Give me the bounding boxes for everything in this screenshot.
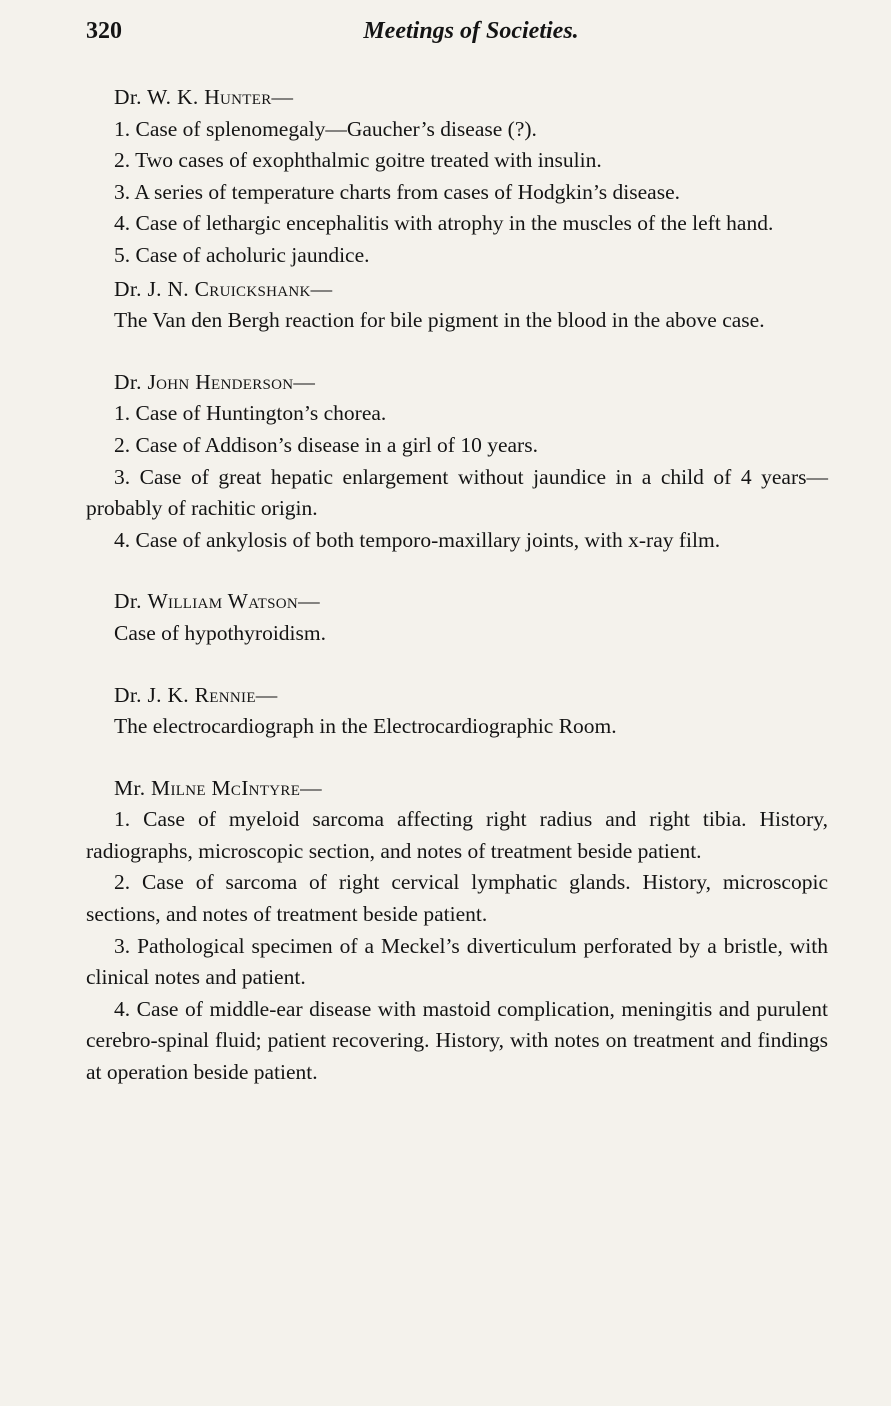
section-heading: Dr. John Henderson— [114,369,316,394]
section-watson [86,586,828,649]
section-heading: Mr. Milne McIntyre— [114,775,322,800]
section-heading: Dr. J. N. Cruickshank— [114,276,333,301]
section-rennie [86,680,828,743]
presenter-name: Hunter [204,85,272,109]
presenter-name: William Watson [147,589,299,614]
presenter-name: Cruickshank [194,276,311,301]
section-mcintyre [86,773,828,1089]
list-item: 2. Case of sarcoma of right cervical lymphatic glands. History, microscopic sections, and notes of treatment beside patient. [86,870,828,927]
list-item: 4. Case of ankylosis of both temporo-maxillary joints, with x-ray film. [114,527,721,552]
list-item: 5. Case of acholuric jaundice. [114,242,370,267]
list-item: 3. A series of temperature charts from cases of Hodgkin’s disease. [114,179,681,204]
list-item: 4. Case of middle-ear disease with mastoid complication, meningitis and purulent cerebro-spinal fluid; patient recovering. History, with notes on treatment and findings at operation beside patient. [86,996,828,1085]
section-hunter [86,82,828,272]
running-title: Meetings of Societies. [363,18,579,44]
list-item: Case of hypothyroidism. [114,620,326,645]
section-henderson [86,367,828,557]
list-item: 2. Case of Addison’s disease in a girl of 10 years. [114,432,538,457]
list-item: 4. Case of lethargic encephalitis with atrophy in the muscles of the left hand. [114,211,774,236]
list-item: 3. Case of great hepatic enlargement without jaundice in a child of 4 years—probably of rachitic origin. [86,464,828,521]
list-item: The electrocardiograph in the Electrocardiographic Room. [114,714,617,739]
section-heading: Dr. William Watson— [114,589,320,614]
list-item: The Van den Bergh reaction for bile pigment in the blood in the above case. [114,308,765,333]
document-body [86,82,828,1089]
list-item: 2. Two cases of exophthalmic goitre treated with insulin. [114,148,602,173]
presenter-name: Rennie [194,682,256,707]
presenter-name: John Henderson [147,369,294,394]
list-item: 3. Pathological specimen of a Meckel’s diverticulum perforated by a bristle, with clinical notes and patient. [86,933,828,990]
list-item: 1. Case of myeloid sarcoma affecting right radius and right tibia. History, radiographs, microscopic section, and notes of treatment beside patient. [86,807,828,863]
presenter-name: Milne McIntyre [151,775,301,800]
list-item: 1. Case of splenomegaly—Gaucher’s disease (?). [114,116,537,141]
page-number: 320 [86,18,122,44]
running-head [86,18,826,52]
list-item: 1. Case of Huntington’s chorea. [114,401,387,426]
section-heading: Dr. J. K. Rennie— [114,682,278,707]
section-heading: Dr. W. K. Hunter— [114,85,294,109]
section-cruickshank [86,274,828,337]
